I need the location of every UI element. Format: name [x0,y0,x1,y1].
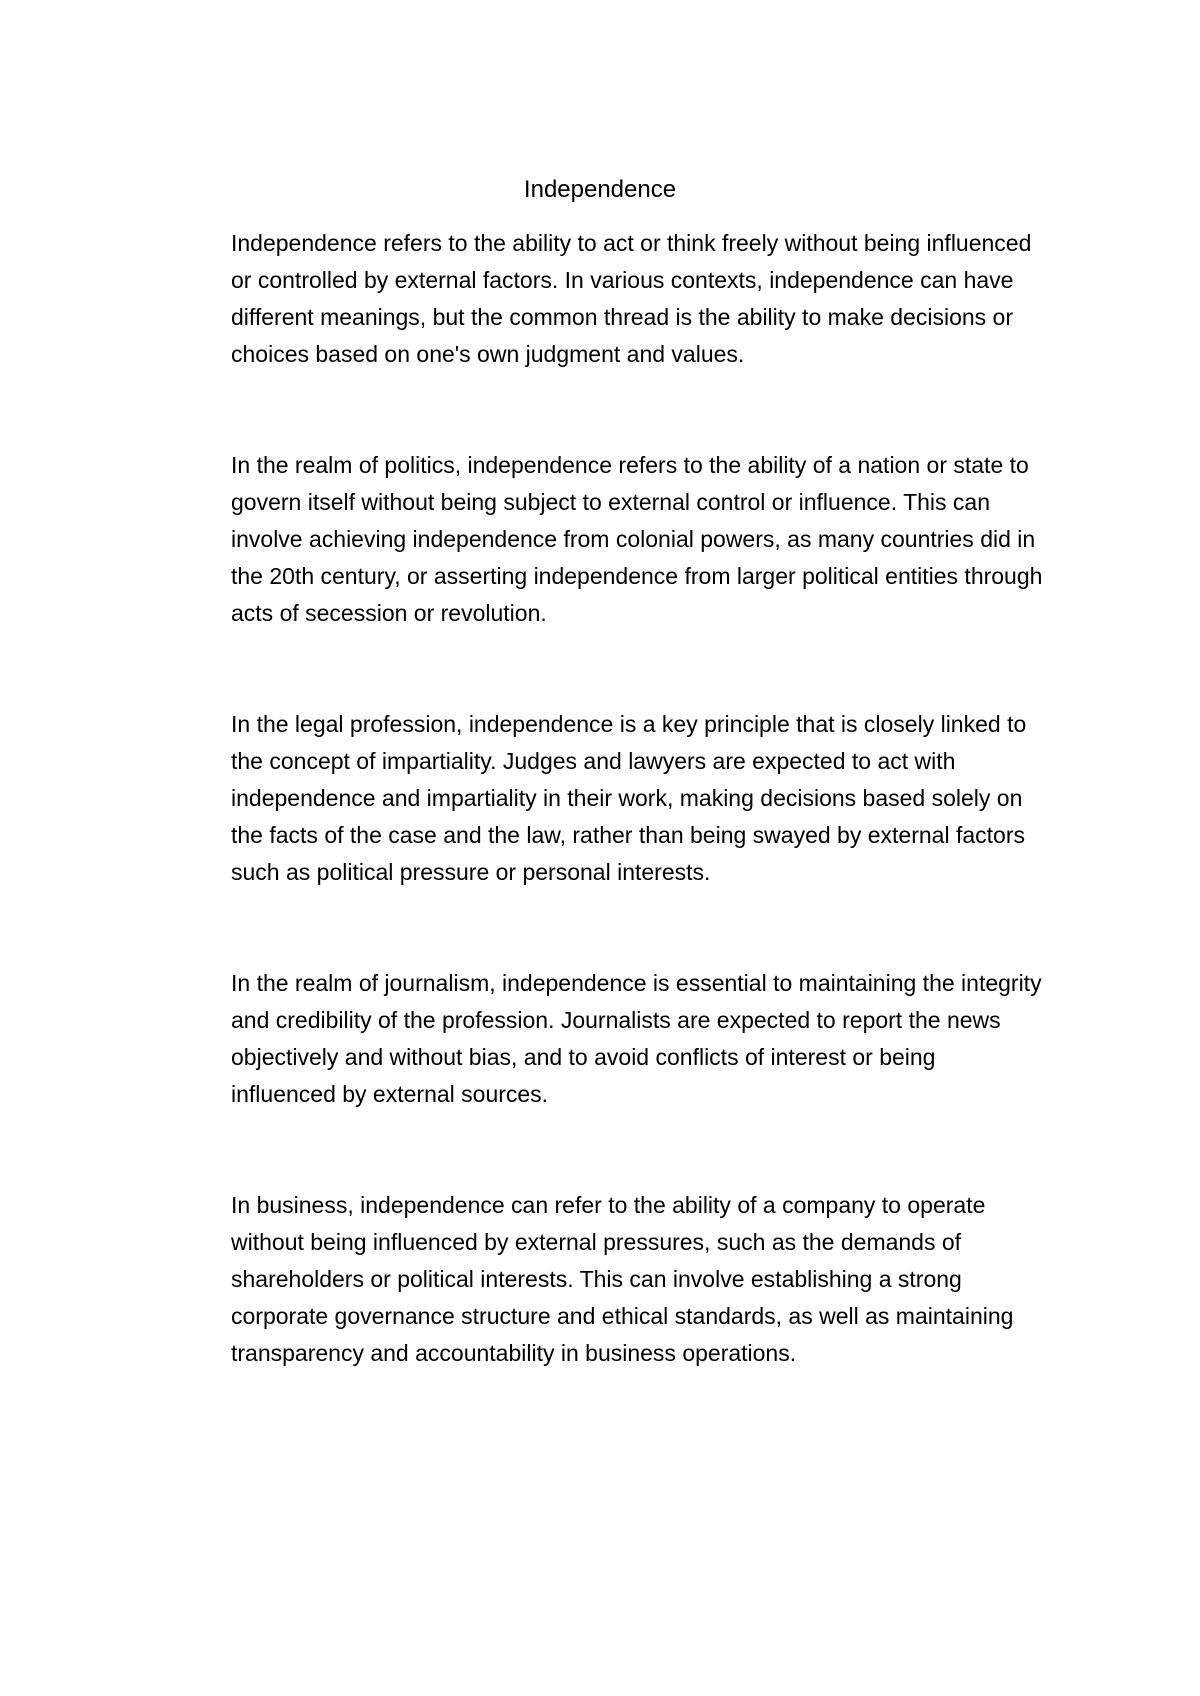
document-title: Independence [523,176,677,203]
document-body [231,225,1046,1372]
paragraph-legal: In the legal profession, independence is a key principle that is closely linked to the concept of impartiality. Judges and lawyers are expected to act with independence and impartiality in their work, making decisions based solely on the facts of the case and the law, rather than being swayed by external factors such as political pressure or personal interests. [231,711,1027,885]
paragraph-business: In business, independence can refer to the ability of a company to operate without being influenced by external pressures, such as the demands of shareholders or political interests. This can involve establishing a strong corporate governance structure and ethical standards, as well as maintaining transparency and accountability in business operations. [231,1192,1014,1366]
paragraph-politics: In the realm of politics, independence refers to the ability of a nation or state to govern itself without being subject to external control or influence. This can involve achieving independence from colonial powers, as many countries did in the 20th century, or asserting independence from larger political entities through acts of secession or revolution. [231,452,1043,626]
paragraph-definition: Independence refers to the ability to act or think freely without being influenced or controlled by external factors. In various contexts, independence can have different meanings, but the common thread is the ability to make decisions or choices based on one's own judgment and values. [231,230,1032,367]
paragraph-journalism: In the realm of journalism, independence is essential to maintaining the integrity and credibility of the profession. Journalists are expected to report the news objectively and without bias, and to avoid conflicts of interest or being influenced by external sources. [231,970,1042,1107]
